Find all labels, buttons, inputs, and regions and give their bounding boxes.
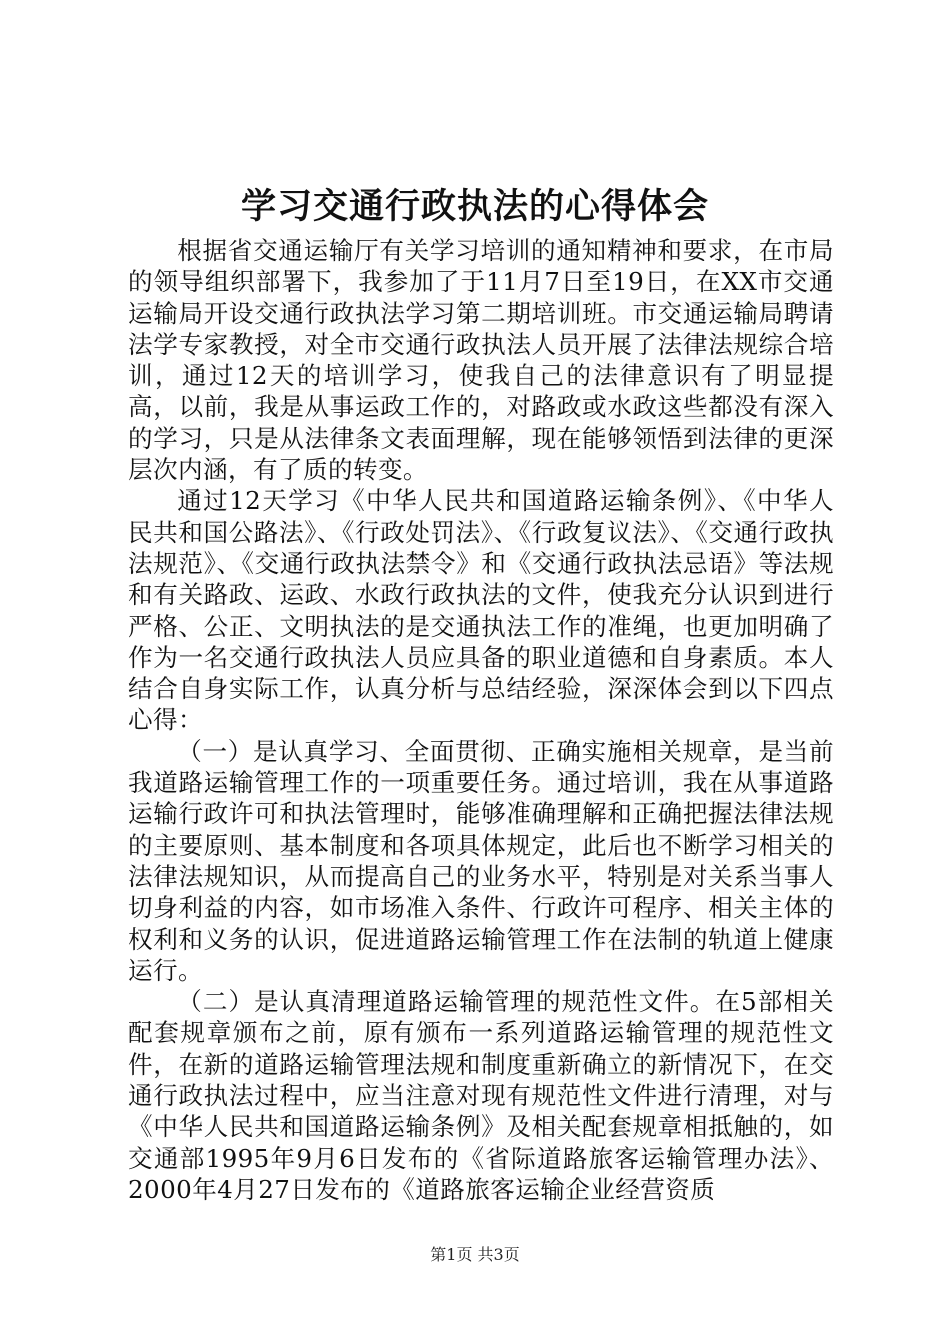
document-body [128,235,834,1205]
paragraph-2: 通过12天学习《中华人民共和国道路运输条例》、《中华人民共和国公路法》、《行政处罚法》、《行政复议法》、《交通行政执法规范》、《交通行政执法禁令》和《交通行政执法忌语》等法规和有关路政、运政、水政行政执法的文件，使我充分认识到进行严格、公正、文明执法的是交通执法工作的准绳，也更加明确了作为一名交通行政执法人员应具备的职业道德和自身素质。本人结合自身实际工作，认真分析与总结经验，深深体会到以下四点心得： [128,486,834,735]
document-title: 学习交通行政执法的心得体会 [240,186,709,227]
paragraph-1: 根据省交通运输厅有关学习培训的通知精神和要求，在市局的领导组织部署下，我参加了于11月7日至19日，在XX市交通运输局开设交通行政执法学习第二期培训班。市交通运输局聘请法学专家教授，对全市交通行政执法人员开展了法律法规综合培训，通过12天的培训学习，使我自己的法律意识有了明显提高，以前，我是从事运政工作的，对路政或水政这些都没有深入的学习，只是从法律条文表面理解，现在能够领悟到法律的更深层次内涵，有了质的转变。 [128,236,834,485]
paragraph-3: （一）是认真学习、全面贯彻、正确实施相关规章，是当前我道路运输管理工作的一项重要任务。通过培训，我在从事道路运输行政许可和执法管理时，能够准确理解和正确把握法律法规的主要原则、基本制度和各项具体规定，此后也不断学习相关的法律法规知识，从而提高自己的业务水平，特别是对关系当事人切身利益的内容，如市场准入条件、行政许可程序、相关主体的权利和义务的认识，促进道路运输管理工作在法制的轨道上健康运行。 [128,736,834,985]
page-footer: 第1页 共3页 [430,1245,520,1264]
paragraph-4: （二）是认真清理道路运输管理的规范性文件。在5部相关配套规章颁布之前，原有颁布一系列道路运输管理的规范性文件，在新的道路运输管理法规和制度重新确立的新情况下，在交通行政执法过程中，应当注意对现有规范性文件进行清理，对与《中华人民共和国道路运输条例》及相关配套规章相抵触的，如交通部1995年9月6日发布的《省际道路旅客运输管理办法》、2000年4月27日发布的《道路旅客运输企业经营资质 [128,987,834,1204]
